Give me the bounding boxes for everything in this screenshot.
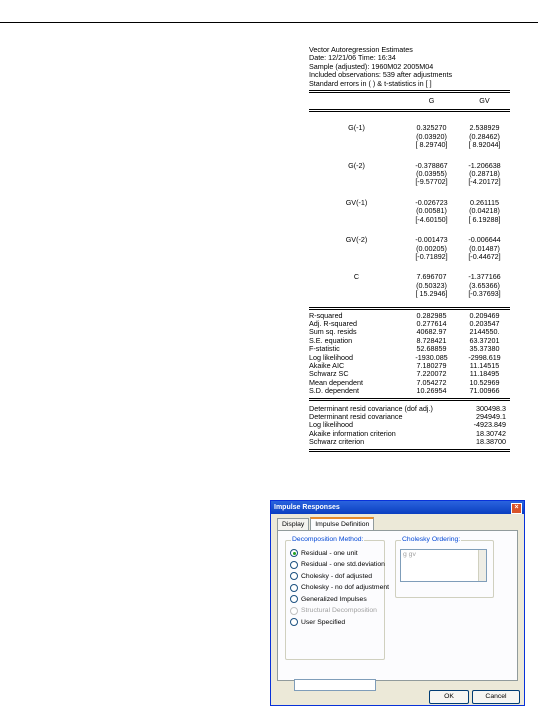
cell-gv: 11.18495 <box>469 369 500 379</box>
divider <box>309 109 510 112</box>
table-row <box>309 141 510 149</box>
det-label: Determinant resid covariance (dof adj.) <box>309 403 433 413</box>
stat-label: S.E. equation <box>309 335 353 345</box>
radio-label: User Specified <box>301 618 346 626</box>
cell-g: 7.696707 <box>416 272 447 282</box>
cell-g: 0.325270 <box>416 123 447 133</box>
cell-g: 40682.97 <box>416 327 447 337</box>
coefficient-block <box>309 199 510 224</box>
radio-option[interactable] <box>290 618 345 626</box>
radio-label: Generalized Impulses <box>301 595 367 603</box>
radio-button[interactable] <box>290 618 298 626</box>
header-line: Date: 12/21/06 Time: 16:34 <box>309 53 396 63</box>
cell-gv: 2.538929 <box>469 123 500 133</box>
cell-gv: 0.203547 <box>469 318 500 328</box>
cholesky-group <box>395 536 494 598</box>
impulse-responses-dialog <box>270 500 525 706</box>
radio-button[interactable] <box>290 561 298 569</box>
cell-g: 7.054272 <box>416 377 447 387</box>
row-label <box>309 170 404 178</box>
row-label: G(-2) <box>348 160 365 170</box>
cell-gv: [ 8.92044] <box>468 140 501 150</box>
cell-g: 0.282985 <box>416 310 447 320</box>
table-row <box>309 178 510 186</box>
cancel-button[interactable]: Cancel <box>472 690 520 704</box>
cell-gv: (0.28718) <box>469 169 500 179</box>
cholesky-ordering-value: g gv <box>403 551 416 558</box>
dialog-title-bar[interactable] <box>271 501 524 514</box>
tab-impulse-definition[interactable]: Impulse Definition <box>310 517 374 531</box>
cell-g: (0.03920) <box>416 131 447 141</box>
cell-gv: (0.01487) <box>469 243 500 253</box>
radio-option <box>290 607 377 615</box>
radio-option[interactable] <box>290 561 385 569</box>
table-row <box>309 290 510 298</box>
cell-gv: 10.52969 <box>469 377 500 387</box>
det-value: 18.30742 <box>476 428 506 438</box>
cell-g: [-9.57702] <box>415 177 448 187</box>
cell-gv: (3.65366) <box>469 280 500 290</box>
det-value: -4923.849 <box>473 420 506 430</box>
cell-g: [ 8.29740] <box>415 140 448 150</box>
radio-button <box>290 607 298 615</box>
row-label <box>309 141 404 149</box>
radio-label: Residual - one std.deviation <box>301 561 385 568</box>
cell-g: -0.378867 <box>415 160 448 170</box>
cell-gv: (0.28462) <box>469 131 500 141</box>
var-estimates-table <box>309 46 510 452</box>
stat-label: S.D. dependent <box>309 386 359 396</box>
stats-section <box>309 312 510 396</box>
cell-gv: -1.206638 <box>468 160 501 170</box>
cell-gv: 63.37201 <box>469 335 500 345</box>
radio-button[interactable] <box>290 572 298 580</box>
cell-g: 8.728421 <box>416 335 447 345</box>
stat-label: F-statistic <box>309 344 340 354</box>
decomposition-group <box>285 536 390 660</box>
row-label <box>309 245 404 253</box>
divider <box>309 307 510 308</box>
cell-gv: -2998.619 <box>468 352 501 362</box>
table-header <box>309 46 510 88</box>
cell-gv: (0.04218) <box>469 206 500 216</box>
scrollbar[interactable] <box>478 550 486 581</box>
det-value: 294949.1 <box>476 412 506 421</box>
cell-gv: 71.00966 <box>469 386 500 396</box>
radio-option[interactable] <box>290 572 372 580</box>
header-line: Sample (adjusted): 1960M02 2005M04 <box>309 61 434 71</box>
cell-g: -1930.085 <box>415 352 448 362</box>
cell-gv: 0.261115 <box>470 197 499 207</box>
divider <box>309 90 510 93</box>
coefficient-block <box>309 162 510 187</box>
cell-gv: [-0.44672] <box>468 251 501 261</box>
cell-g: [-4.60150] <box>415 214 448 224</box>
row-label <box>309 216 404 224</box>
det-label: Determinant resid covariance <box>309 412 403 421</box>
ok-button[interactable]: OK <box>429 690 469 704</box>
cell-g: (0.00581) <box>416 206 447 216</box>
cell-gv: -1.377166 <box>468 272 501 282</box>
stat-label: Schwarz SC <box>309 369 349 379</box>
table-row <box>309 438 510 446</box>
cell-g: 0.277614 <box>416 318 447 328</box>
divider <box>309 309 510 310</box>
cell-g: 10.26954 <box>416 386 447 396</box>
cholesky-title: Cholesky Ordering: <box>402 536 461 543</box>
table-row <box>309 216 510 224</box>
tab-display[interactable]: Display <box>277 518 309 532</box>
column-header-g: G <box>428 96 435 106</box>
radio-label: Structural Decomposition <box>301 607 377 614</box>
cell-g: 7.180279 <box>416 360 447 370</box>
coefficient-block <box>309 124 510 149</box>
row-label: G(-1) <box>348 123 365 133</box>
radio-label: Cholesky - dof adjusted <box>301 572 373 580</box>
cell-g: (0.50323) <box>416 280 447 290</box>
row-label <box>309 282 404 290</box>
det-label: Log likelihood <box>309 420 353 430</box>
row-label: C <box>353 272 360 282</box>
table-row <box>309 253 510 261</box>
radio-button[interactable] <box>290 595 298 603</box>
stat-label: Adj. R-squared <box>309 318 357 328</box>
dialog-title: Impulse Responses <box>274 504 340 511</box>
det-label: Schwarz criterion <box>309 437 365 447</box>
cell-g: [-0.71892] <box>415 251 448 261</box>
determinants-section <box>309 405 510 447</box>
radio-label: Cholesky - no dof adjustment <box>301 584 390 591</box>
cell-g: 52.68859 <box>416 344 447 354</box>
cell-g: (0.00205) <box>416 243 447 253</box>
row-label: GV(-2) <box>345 235 368 245</box>
coefficient-block <box>309 273 510 298</box>
radio-label: Residual - one unit <box>301 549 358 557</box>
decomposition-title: Decomposition Method: <box>292 536 364 543</box>
cell-gv: 2144550. <box>469 327 500 337</box>
stat-label: R-squared <box>309 310 343 320</box>
cell-gv: [ 6.19288] <box>468 214 501 224</box>
cell-gv: 11.14515 <box>469 360 500 370</box>
cell-g: [ 15.2946] <box>415 289 448 299</box>
cell-gv: 35.37380 <box>469 344 500 354</box>
column-header-gv: GV <box>479 96 490 106</box>
row-label <box>309 133 404 141</box>
row-label <box>309 207 404 215</box>
cell-g: -0.026723 <box>415 197 448 207</box>
radio-button[interactable] <box>290 549 298 557</box>
divider <box>309 398 510 401</box>
cell-gv: -0.006644 <box>468 235 501 245</box>
close-icon[interactable]: × <box>511 503 522 514</box>
coefficient-block <box>309 236 510 261</box>
radio-button[interactable] <box>290 584 298 592</box>
cell-gv: 0.209469 <box>469 310 500 320</box>
tab-panel <box>277 530 518 681</box>
user-specified-input[interactable] <box>294 679 376 691</box>
cholesky-ordering-input[interactable] <box>400 549 487 582</box>
det-value: 300498.3 <box>476 403 506 413</box>
cell-g: 7.220072 <box>416 369 447 379</box>
top-rule <box>0 22 538 23</box>
radio-option[interactable] <box>290 549 358 557</box>
cell-gv: [-4.20172] <box>468 177 501 187</box>
header-line: Vector Autoregression Estimates <box>309 45 413 54</box>
radio-option[interactable] <box>290 595 367 603</box>
row-label <box>309 290 404 298</box>
cell-g: -0.001473 <box>415 235 448 245</box>
radio-option[interactable] <box>290 584 389 592</box>
table-row <box>309 387 510 395</box>
stat-label: Sum sq. resids <box>309 327 357 337</box>
det-label: Akaike information criterion <box>309 428 396 438</box>
stat-label: Mean dependent <box>309 377 363 387</box>
header-line: Included observations: 539 after adjustments <box>309 70 453 80</box>
cell-g: (0.03955) <box>416 169 447 179</box>
divider <box>309 449 510 452</box>
stat-label: Log likelihood <box>309 352 353 362</box>
row-label: GV(-1) <box>345 197 368 207</box>
cell-gv: [-0.37693] <box>468 289 501 299</box>
coefficient-section <box>309 124 510 298</box>
header-line: Standard errors in ( ) & t-statistics in [ ] <box>309 78 432 88</box>
column-headers <box>309 97 510 105</box>
det-value: 18.38700 <box>476 437 506 447</box>
row-label <box>309 253 404 261</box>
stat-label: Akaike AIC <box>309 360 345 370</box>
row-label <box>309 178 404 186</box>
